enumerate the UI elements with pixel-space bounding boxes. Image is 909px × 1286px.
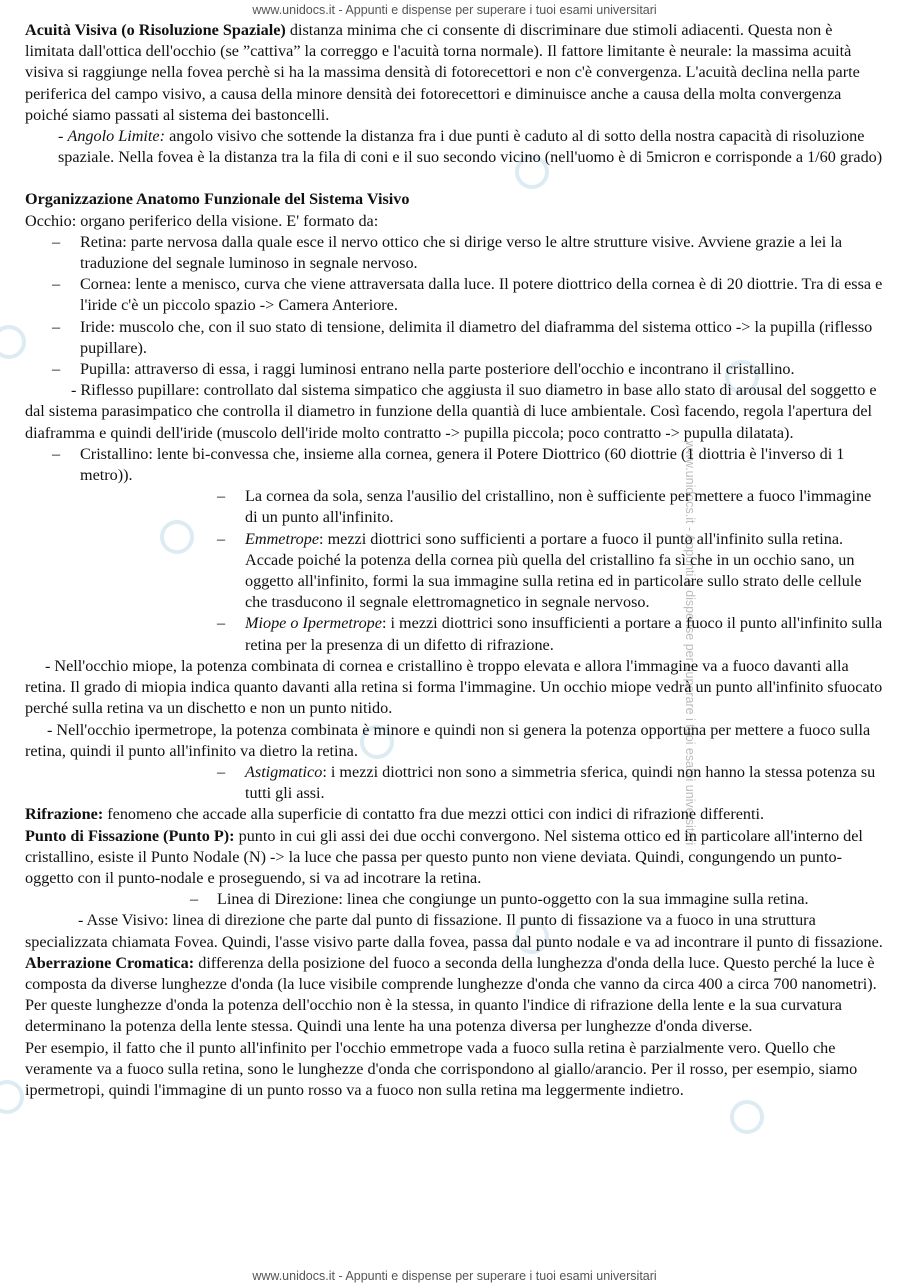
organizzazione-intro: Occhio: organo periferico della visione. E' formato da: [25, 211, 379, 230]
miope-paragraph: - Nell'occhio miope, la potenza combinata di cornea e cristallino è troppo elevata e allora l'immagine va a fuoco davanti alla retina. Il grado di miopia indica quanto davanti alla retina si forma l'immagine. Un occhio miope vedrà un punto all'infinito sfuocato perché sulla retina va un dischetto e non un punto nitido. [25, 656, 883, 718]
list-item: – Iride: muscolo che, con il suo stato di tensione, delimita il diametro del diaframma del sistema ottico -> la pupilla (riflesso pupillare). [25, 317, 885, 359]
list-item: – Pupilla: attraverso di essa, i raggi luminosi entrano nella parte posteriore dell'occhio e incontrano il cristallino. [25, 359, 885, 380]
watermark-logo-icon [730, 1100, 764, 1134]
aberrazione-paragraph [25, 953, 885, 1038]
acuita-text: distanza minima che ci consente di discriminare due stimoli adiacenti. Questa non è limitata dall'ottica dell'occhio (se ”cattiva” la correggo e l'acuità torna normale). Il fattore limitante è neurale: la massima acuità visiva si raggiunge nella fovea perchè si ha la massima densità di fotorecettori e non c'è convergenza. L'acuità declina nella parte periferica del campo visivo, a causa della minore densità dei fotorecettori e diminuisce anche a causa della molta convergenza poiché siamo passati al sistema dei bastoncelli. [25, 21, 860, 124]
astigmatico-text: : i mezzi diottrici non sono a simmetria sferica, quindi non hanno la stessa potenza su tutti gli assi. [245, 762, 876, 803]
fissazione-term: Punto di Fissazione (Punto P): [25, 826, 235, 845]
list-item: – Cornea: lente a menisco, curva che viene attraversata dalla luce. Il potere diottrico della cornea è di 20 diottrie. Tra di essa e l'iride c'è un piccolo spazio -> Camera Anteriore. [25, 274, 885, 316]
linea-direzione-list [25, 889, 885, 910]
aberrazione-text: differenza della posizione del fuoco a seconda della lunghezza d'onda della luce. Questo perché la luce è composta da diverse lunghezze d'onda (la luce visibile comprende lunghezze d'onda che vanno da circa 400 a circa 700 nanometri). Per queste lunghezze d'onda la potenza dell'occhio non è la stessa, in quanto l'indice di rifrazione della lente e la sua curvatura determinano la potenza della lente stessa. Quindi una lente ha una potenza diversa per lunghezze d'onda diverse. [25, 953, 877, 1036]
rifrazione-text: fenomeno che accade alla superficie di contatto fra due mezzi ottici con indici di rifrazione differenti. [103, 805, 765, 824]
watermark-logo-icon [0, 325, 26, 359]
miope-term: Miope o Ipermetrope [245, 614, 382, 633]
cristallino-list [25, 444, 885, 486]
list-item: – Linea di Direzione: linea che congiunge un punto-oggetto con la sua immagine sulla retina. [25, 889, 885, 910]
watermark-logo-icon [0, 1080, 24, 1114]
acuita-heading: Acuità Visiva (o Risoluzione Spaziale) [25, 21, 286, 39]
list-item [25, 529, 885, 614]
watermark-right: www.unidocs.it - Appunti e dispense per superare i tuoi esami universitari [683, 440, 698, 846]
cristallino-sublist [25, 486, 885, 656]
rifrazione-term: Rifrazione: [25, 805, 104, 824]
organizzazione-heading: Organizzazione Anatomo Funzionale del Sistema Visivo [25, 190, 410, 209]
aberrazione-term: Aberrazione Cromatica: [25, 953, 195, 972]
watermark-bottom: www.unidocs.it - Appunti e dispense per superare i tuoi esami universitari [252, 1269, 657, 1283]
astigmatico-list [25, 762, 885, 804]
list-item: – Cristallino: lente bi-convessa che, insieme alla cornea, genera il Potere Diottrico (60 diottrie (1 diottria è l'inverso di 1 metro)). [25, 444, 885, 486]
fissazione-text: punto in cui gli assi dei due occhi convergono. Nel sistema ottico ed in particolare all'interno del cristallino, esiste il Punto Nodale (N) -> la luce che passa per questo punto non viene deviata. Quindi, congungendo un punto-oggetto con il punto-nodale e proseguendo, si va ad incotrare la retina. [25, 826, 863, 887]
miope-text: : i mezzi diottrici sono insufficienti a portare a fuoco il punto all'infinito sulla retina per la presenza di un difetto di rifrazione. [245, 614, 883, 654]
astigmatico-term: Astigmatico [245, 762, 323, 781]
ipermetrope-paragraph: - Nell'occhio ipermetrope, la potenza combinata è minore e quindi non si genera la potenza opportuna per mettere a fuoco sulla retina, quindi il punto all'infinito va dietro la retina. [25, 720, 871, 760]
angolo-limite-text: angolo visivo che sottende la distanza fra i due punti è caduto al di sotto della nostra capacità di risoluzione spaziale. Nella fovea è la distanza tra la fila di coni e il suo secondo vicino (nell'uomo è di 5micron e corrisponde a 1/60 grado) [58, 127, 883, 167]
occhio-parts-list [25, 232, 885, 380]
list-item: – La cornea da sola, senza l'ausilio del cristallino, non è sufficiente per mettere a fuoco l'immagine di un punto all'infinito. [25, 486, 885, 528]
list-item [25, 613, 885, 655]
esempio-paragraph: Per esempio, il fatto che il punto all'infinito per l'occhio emmetrope vada a fuoco sulla retina è parzialmente vero. Quello che veramente va a fuoco sulla retina, sono le lunghezze d'onda che corrispondono al giallo/arancio. Per il rosso, per esempio, siamo ipermetropi, quindi l'immagine di un punto rosso va a fuoco non sulla retina ma leggermente indietro. [25, 1038, 858, 1099]
angolo-prefix: - [58, 127, 68, 146]
rifrazione-paragraph [25, 804, 885, 825]
angolo-limite-paragraph [25, 126, 885, 168]
document-body [25, 20, 885, 1101]
riflesso-pupillare-paragraph: - Riflesso pupillare: controllato dal sistema simpatico che aggiusta il suo diametro in base allo stato di arousal del soggetto e dal sistema parasimpatico che controlla il diametro in funzione della quantià di luce ambientale. Così facendo, regola l'apertura del diaframma e quindi dell'iride (muscolo dell'iride molto contratto -> pupilla piccola; poco contratto -> pupulla dilatata). [25, 381, 877, 442]
emmetrope-text: : mezzi diottrici sono sufficienti a portare a fuoco il punto all'infinito sulla retina. Accade poiché la potenza della cornea più quella del cristallino fa sì che in un occhio sano, un oggetto all'infinito, formi la sua immagine sulla retina ed in particolare sullo strato delle cellule che trasducono il segnale elettromagnetico in segnale nervoso. [245, 529, 862, 612]
list-item: – Retina: parte nervosa dalla quale esce il nervo ottico che si dirige verso le altre strutture visive. Avviene grazie a lei la traduzione del segnale luminoso in segnale nervoso. [25, 232, 885, 274]
emmetrope-term: Emmetrope [245, 529, 320, 548]
angolo-limite-term: Angolo Limite: [67, 127, 166, 146]
fissazione-paragraph [25, 826, 885, 890]
list-item [25, 762, 885, 804]
asse-visivo-paragraph: - Asse Visivo: linea di direzione che parte dal punto di fissazione. Il punto di fissazione va a fuoco in una struttura specializzata chiamata Fovea. Quindi, l'asse visivo parte dalla fovea, passa dal punto nodale e va ad incontrare il punto di fissazione. [25, 911, 883, 951]
watermark-top: www.unidocs.it - Appunti e dispense per superare i tuoi esami universitari [252, 3, 657, 17]
acuita-paragraph [25, 20, 885, 126]
